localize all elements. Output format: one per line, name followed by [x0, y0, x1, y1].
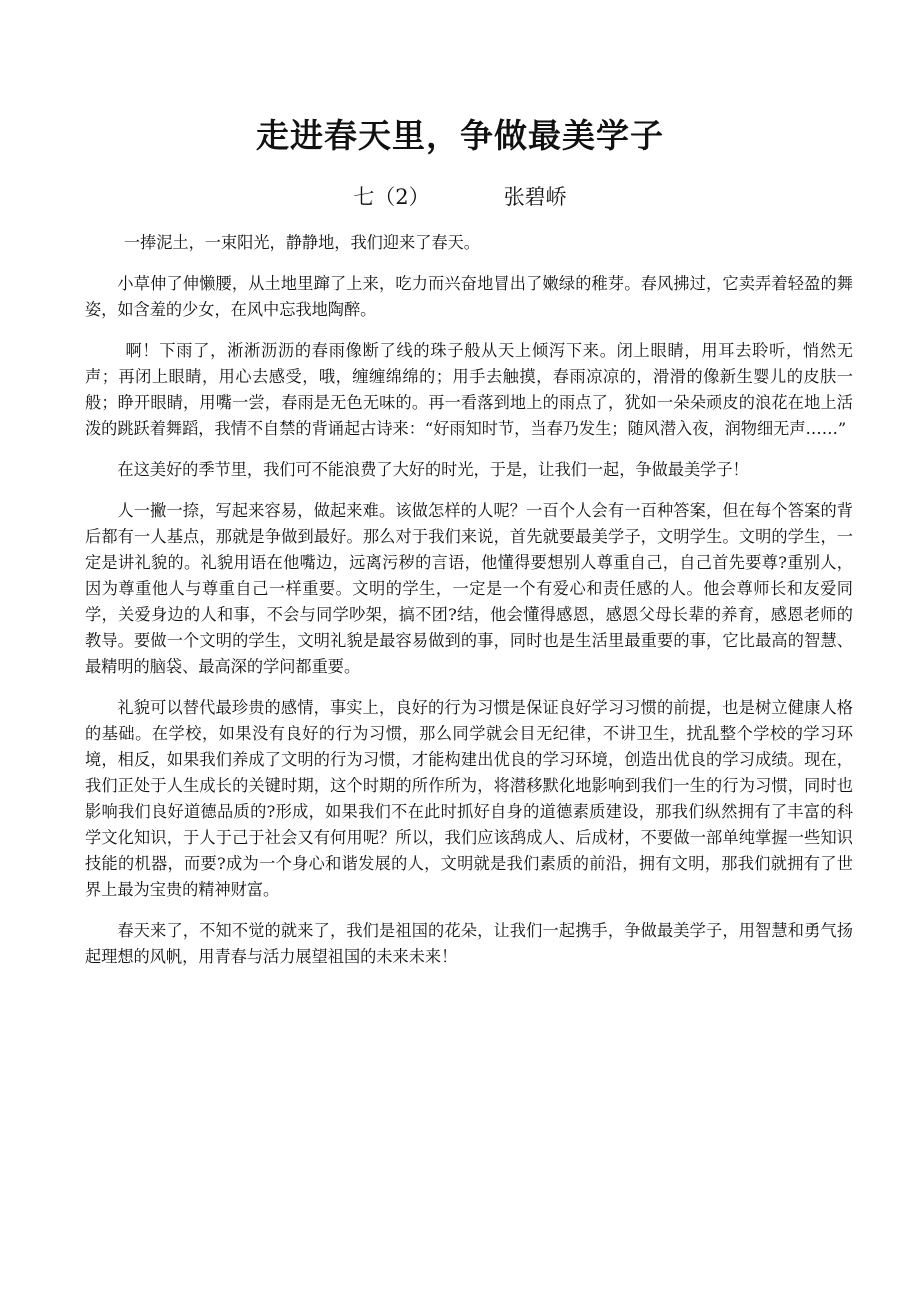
paragraph-5: 人一撇一捺，写起来容易，做起来难。该做怎样的人呢？一百个人会有一百种答案，但在每个答案的背后都有一人基点，那就是争做到最好。那么对于我们来说，首先就要最美学子，文明学生。文明的学生，一定是讲礼貌的。礼貌用语在他嘴边，远离污秽的言语，他懂得要想别人尊重自己，自己首先要尊?重别人，因为尊重他人与尊重自己一样重要。文明的学生，一定是一个有爱心和责任感的人。他会尊师长和友爱同学，关爱身边的人和事，不会与同学吵架，搞不团?结，他会懂得感恩，感恩父母长辈的养育，感恩老师的教导。要做一个文明的学生，文明礼貌是最容易做到的事，同时也是生活里最重要的事，它比最高的智慧、最精明的脑袋、最高深的学问都重要。	[85, 501, 853, 676]
byline	[0, 180, 920, 214]
paragraph-3: 啊！下雨了，淅淅沥沥的春雨像断了线的珠子般从天上倾泻下来。闭上眼睛，用耳去聆听，悄然无声；再闭上眼睛，用心去感受，哦，缠缠绵绵的；用手去触摸，春雨凉凉的，滑滑的像新生婴儿的皮肤一般；睁开眼睛，用嘴一尝，春雨是无色无味的。再一看落到地上的雨点了，犹如一朵朵顽皮的浪花在地上活泼的跳跃着舞蹈，我情不自禁的背诵起古诗来：“好雨知时节，当春乃发生；随风潜入夜，润物细无声……”	[85, 341, 853, 438]
paragraph-7: 春天来了，不知不觉的就来了，我们是祖国的花朵，让我们一起携手，争做最美学子，用智慧和勇气扬起理想的风帆，用青春与活力展望祖国的未来未来！	[85, 921, 853, 966]
author-name: 张碧峤	[503, 185, 567, 209]
paragraph-2: 小草伸了伸懒腰，从土地里蹿了上来，吃力而兴奋地冒出了嫩绿的稚芽。春风拂过，它卖弄着轻盈的舞姿，如含羞的少女，在风中忘我地陶醉。	[85, 274, 853, 319]
paragraph-4: 在这美好的季节里，我们可不能浪费了大好的时光，于是，让我们一起，争做最美学子！	[117, 460, 749, 479]
paragraph-1: 一捧泥土，一束阳光，静静地，我们迎来了春天。	[123, 233, 480, 252]
essay-body	[85, 230, 853, 985]
document-title: 走进春天里，争做最美学子	[256, 116, 664, 155]
class-label: 七（2）	[353, 185, 430, 209]
paragraph-6: 礼貌可以替代最珍贵的感情，事实上，良好的行为习惯是保证良好学习习惯的前提，也是树立健康人格的基础。在学校，如果没有良好的行为习惯，那么同学就会目无纪律，不讲卫生，扰乱整个学校的学习环境，相反，如果我们养成了文明的行为习惯，才能构建出优良的学习环境，创造出优良的学习成绩。现在，我们正处于人生成长的关键时期，这个时期的所作所为，将潜移默化地影响到我们一生的行为习惯，同时也影响我们良好道德品质的?形成，如果我们不在此时抓好自身的道德素质建设，那我们纵然拥有了丰富的科学文化知识，于人于己于社会又有何用呢？所以，我们应该鸹成人、后成材，不要做一部单纯掌握一些知识技能的机器，而要?成为一个身心和谐发展的人，文明就是我们素质的前沿，拥有文明，那我们就拥有了世界上最为宝贵的精神财富。	[85, 698, 853, 899]
